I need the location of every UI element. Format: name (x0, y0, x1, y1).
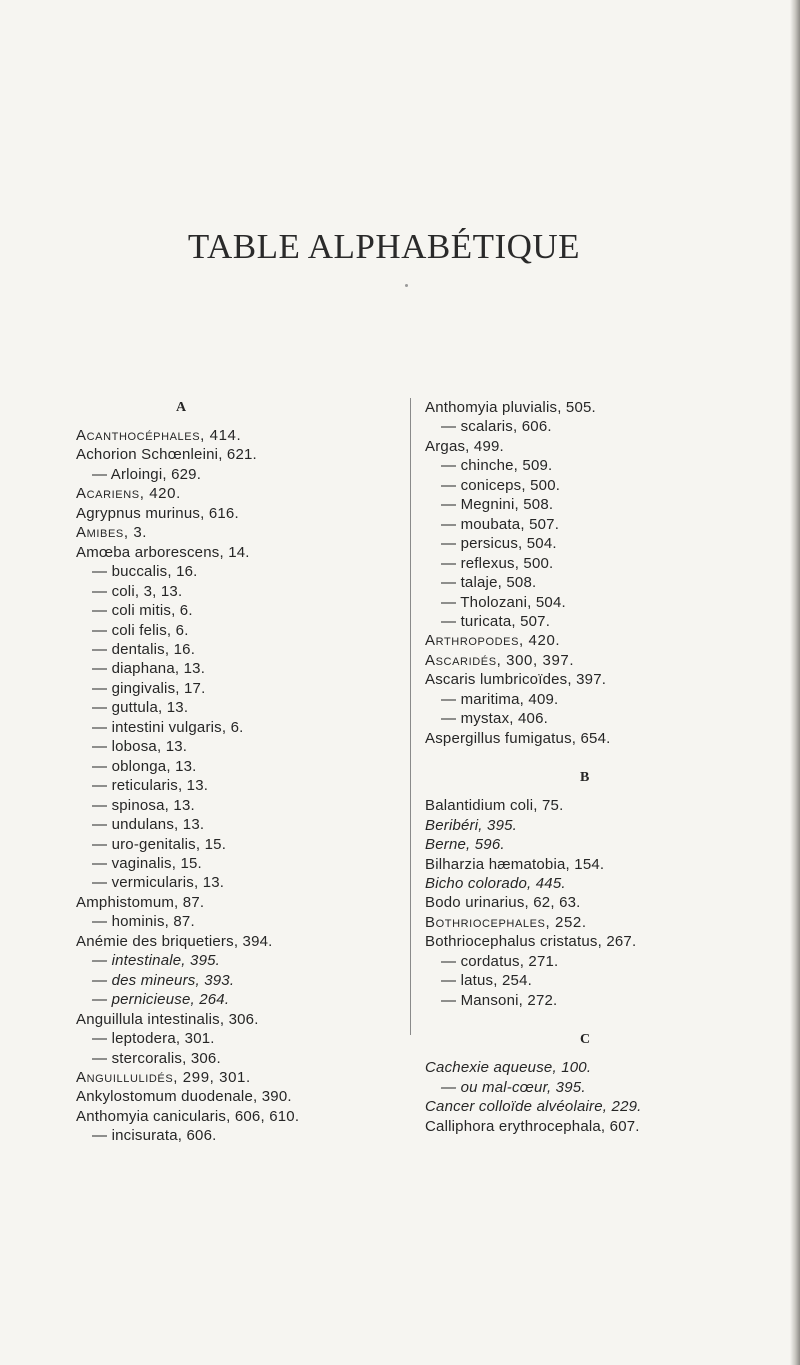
section-letter-a: A (176, 400, 187, 415)
index-entry: Argas, 499. (425, 437, 504, 455)
index-entry: — intestini vulgaris, 6. (92, 718, 244, 736)
index-entry: Calliphora erythrocephala, 607. (425, 1117, 640, 1135)
index-entry: Bothriocephales, 252. (425, 913, 587, 931)
index-entry: — chinche, 509. (441, 457, 553, 475)
index-entry: — hominis, 87. (92, 913, 195, 931)
index-entry: — leptodera, 301. (92, 1030, 215, 1048)
index-entry: — coniceps, 500. (441, 476, 561, 494)
index-entry: — reflexus, 500. (441, 554, 554, 572)
index-entry: — lobosa, 13. (92, 738, 188, 756)
index-entry: Bilharzia hæmatobia, 154. (425, 855, 605, 873)
index-entry: — Arloingi, 629. (92, 465, 202, 483)
index-entry: — scalaris, 606. (441, 418, 552, 436)
index-entry: Acariens, 420. (76, 485, 181, 503)
index-entry: — ou mal-cœur, 395. (441, 1078, 586, 1096)
index-entry: Cachexie aqueuse, 100. (425, 1059, 592, 1077)
index-entry: — diaphana, 13. (92, 660, 206, 678)
index-entry: Achorion Schœnleini, 621. (76, 446, 257, 464)
index-entry: Cancer colloïde alvéolaire, 229. (425, 1098, 642, 1116)
index-entry: — guttula, 13. (92, 699, 189, 717)
index-entry: — buccalis, 16. (92, 563, 198, 581)
index-entry: — Tholozani, 504. (441, 593, 566, 611)
index-entry: Ankylostomum duodenale, 390. (76, 1088, 292, 1106)
index-entry: Anguillula intestinalis, 306. (76, 1010, 259, 1028)
index-entry: — intestinale, 395. (92, 952, 221, 970)
index-entry: — latus, 254. (441, 972, 532, 990)
index-entry: — Mansoni, 272. (441, 991, 558, 1009)
index-entry: — coli, 3, 13. (92, 582, 183, 600)
index-entry: — spinosa, 13. (92, 796, 195, 814)
index-entry: Anthomyia canicularis, 606, 610. (76, 1107, 300, 1125)
index-entry: — moubata, 507. (441, 515, 560, 533)
index-entry: — maritima, 409. (441, 690, 559, 708)
index-entry: Bicho colorado, 445. (425, 874, 566, 892)
index-entry: Anthomyia pluvialis, 505. (425, 399, 596, 416)
index-entry: — vaginalis, 15. (92, 854, 202, 872)
index-entry: — vermicularis, 13. (92, 874, 225, 892)
column-divider (410, 398, 411, 1035)
index-entry: Beribéri, 395. (425, 816, 518, 834)
index-entry: — cordatus, 271. (441, 952, 559, 970)
index-entry: — Megnini, 508. (441, 496, 554, 514)
index-entry: — incisurata, 606. (92, 1127, 217, 1145)
index-entry: Arthropodes, 420. (425, 632, 561, 650)
index-entry: — gingivalis, 17. (92, 679, 206, 697)
index-entry: — mystax, 406. (441, 710, 549, 728)
page-edge-shadow (790, 0, 800, 1365)
page-title: TABLE ALPHABÉTIQUE (187, 227, 581, 266)
index-entry: — stercoralis, 306. (92, 1049, 221, 1067)
index-entry: — oblonga, 13. (92, 757, 197, 775)
index-entry: Aspergillus fumigatus, 654. (425, 729, 611, 747)
index-entry: Ascaridés, 300, 397. (425, 651, 575, 669)
index-entry: — coli felis, 6. (92, 621, 189, 639)
index-entry: — dentalis, 16. (92, 640, 196, 658)
index-entry: — pernicieuse, 264. (92, 991, 230, 1009)
index-entry: Amibes, 3. (76, 524, 148, 542)
index-entry: — undulans, 13. (92, 816, 205, 834)
index-entry: — talaje, 508. (441, 574, 537, 592)
index-entry: — persicus, 504. (441, 535, 557, 553)
index-entry: Amphistomum, 87. (76, 893, 205, 911)
index-entry: — uro-genitalis, 15. (92, 835, 227, 853)
index-entry: — reticularis, 13. (92, 777, 209, 795)
index-entry: Amœba arborescens, 14. (76, 543, 250, 561)
index-entry: — turicata, 507. (441, 612, 551, 630)
index-entry: Agrypnus murinus, 616. (76, 504, 239, 522)
index-entry: — coli mitis, 6. (92, 602, 193, 620)
index-entry: — des mineurs, 393. (92, 971, 235, 989)
section-letter-b: B (580, 770, 590, 786)
index-entry: Acanthocéphales, 414. (76, 427, 242, 444)
index-entry: Anguillulidés, 299, 301. (76, 1068, 251, 1086)
right-column (425, 398, 800, 1136)
index-entry: Bothriocephalus cristatus, 267. (425, 933, 637, 951)
left-column (76, 398, 386, 1146)
index-entry: Balantidium coli, 75. (425, 797, 564, 815)
index-entry: Bodo urinarius, 62, 63. (425, 894, 581, 912)
section-letter-c: C (580, 1032, 591, 1048)
scan-speck (405, 284, 408, 287)
index-entry: Berne, 596. (425, 836, 505, 854)
index-entry: Anémie des briquetiers, 394. (76, 932, 273, 950)
index-entry: Ascaris lumbricoïdes, 397. (425, 671, 607, 689)
